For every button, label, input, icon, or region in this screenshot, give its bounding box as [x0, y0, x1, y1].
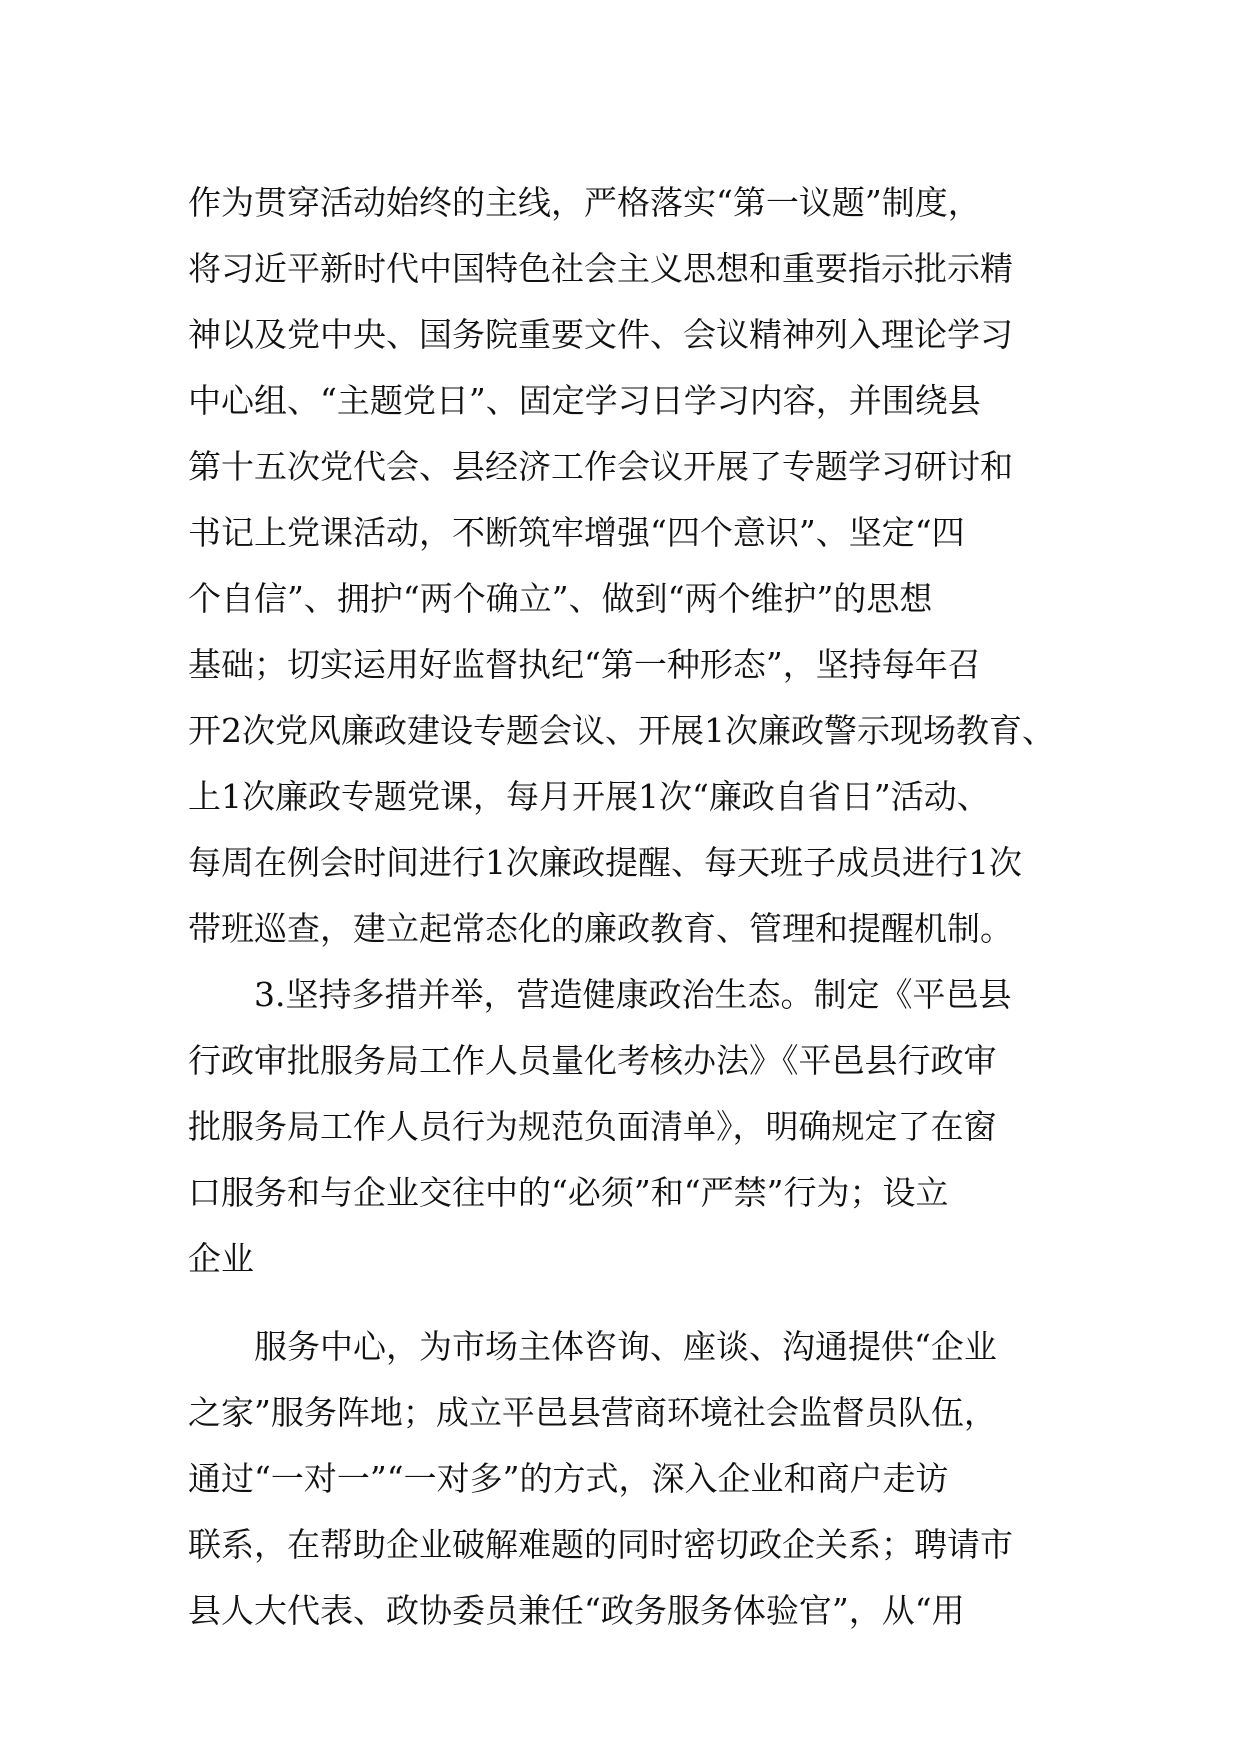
text-line: 3.坚持多措并举，营造健康政治生态。制定《平邑县: [254, 975, 1012, 1014]
text-line: 每周在例会时间进行1次廉政提醒、每天班子成员进行1次: [188, 843, 1022, 882]
text-line: 服务中心，为市场主体咨询、座谈、沟通提供“企业: [254, 1327, 997, 1366]
text-line: 将习近平新时代中国特色社会主义思想和重要指示批示精: [188, 249, 1013, 288]
text-line: 基础；切实运用好监督执纪“第一种形态”，坚持每年召: [188, 645, 981, 684]
text-line: 上1次廉政专题党课，每月开展1次“廉政自省日”活动、: [188, 777, 990, 816]
text-line: 作为贯穿活动始终的主线，严格落实“第一议题”制度，: [188, 183, 981, 222]
text-line: 行政审批服务局工作人员量化考核办法》《平邑县行政审: [188, 1041, 997, 1080]
paragraph-service-center: [188, 1314, 1068, 1644]
text-line: 开2次党风廉政建设专题会议、开展1次廉政警示现场教育、: [188, 711, 1055, 750]
text-line: 神以及党中央、国务院重要文件、会议精神列入理论学习: [188, 315, 1013, 354]
paragraph-political-ecology: [188, 962, 1068, 1292]
text-line: 书记上党课活动，不断筑牢增强“四个意识”、坚定“四: [188, 513, 965, 552]
text-line: 口服务和与企业交往中的“必须”和“严禁”行为；设立: [188, 1173, 949, 1212]
text-line: 第十五次党代会、县经济工作会议开展了专题学习研讨和: [188, 447, 1013, 486]
text-line: 通过“一对一”“一对多”的方式，深入企业和商户走访: [188, 1459, 949, 1498]
paragraph-gap: [188, 1292, 1068, 1314]
paragraph-party-study: [188, 170, 1068, 962]
text-line: 企业: [188, 1239, 254, 1278]
text-line: 中心组、“主题党日”、固定学习日学习内容，并围绕县: [188, 381, 981, 420]
text-line: 之家”服务阵地；成立平邑县营商环境社会监督员队伍，: [188, 1393, 997, 1432]
text-line: 带班巡查，建立起常态化的廉政教育、管理和提醒机制。: [188, 909, 1013, 948]
document-body: [188, 170, 1068, 1644]
text-line: 批服务局工作人员行为规范负面清单》，明确规定了在窗: [188, 1107, 997, 1146]
text-line: 县人大代表、政协委员兼任“政务服务体验官”，从“用: [188, 1591, 965, 1630]
text-line: 联系，在帮助企业破解难题的同时密切政企关系；聘请市: [188, 1525, 1013, 1564]
text-line: 个自信”、拥护“两个确立”、做到“两个维护”的思想: [188, 579, 933, 618]
